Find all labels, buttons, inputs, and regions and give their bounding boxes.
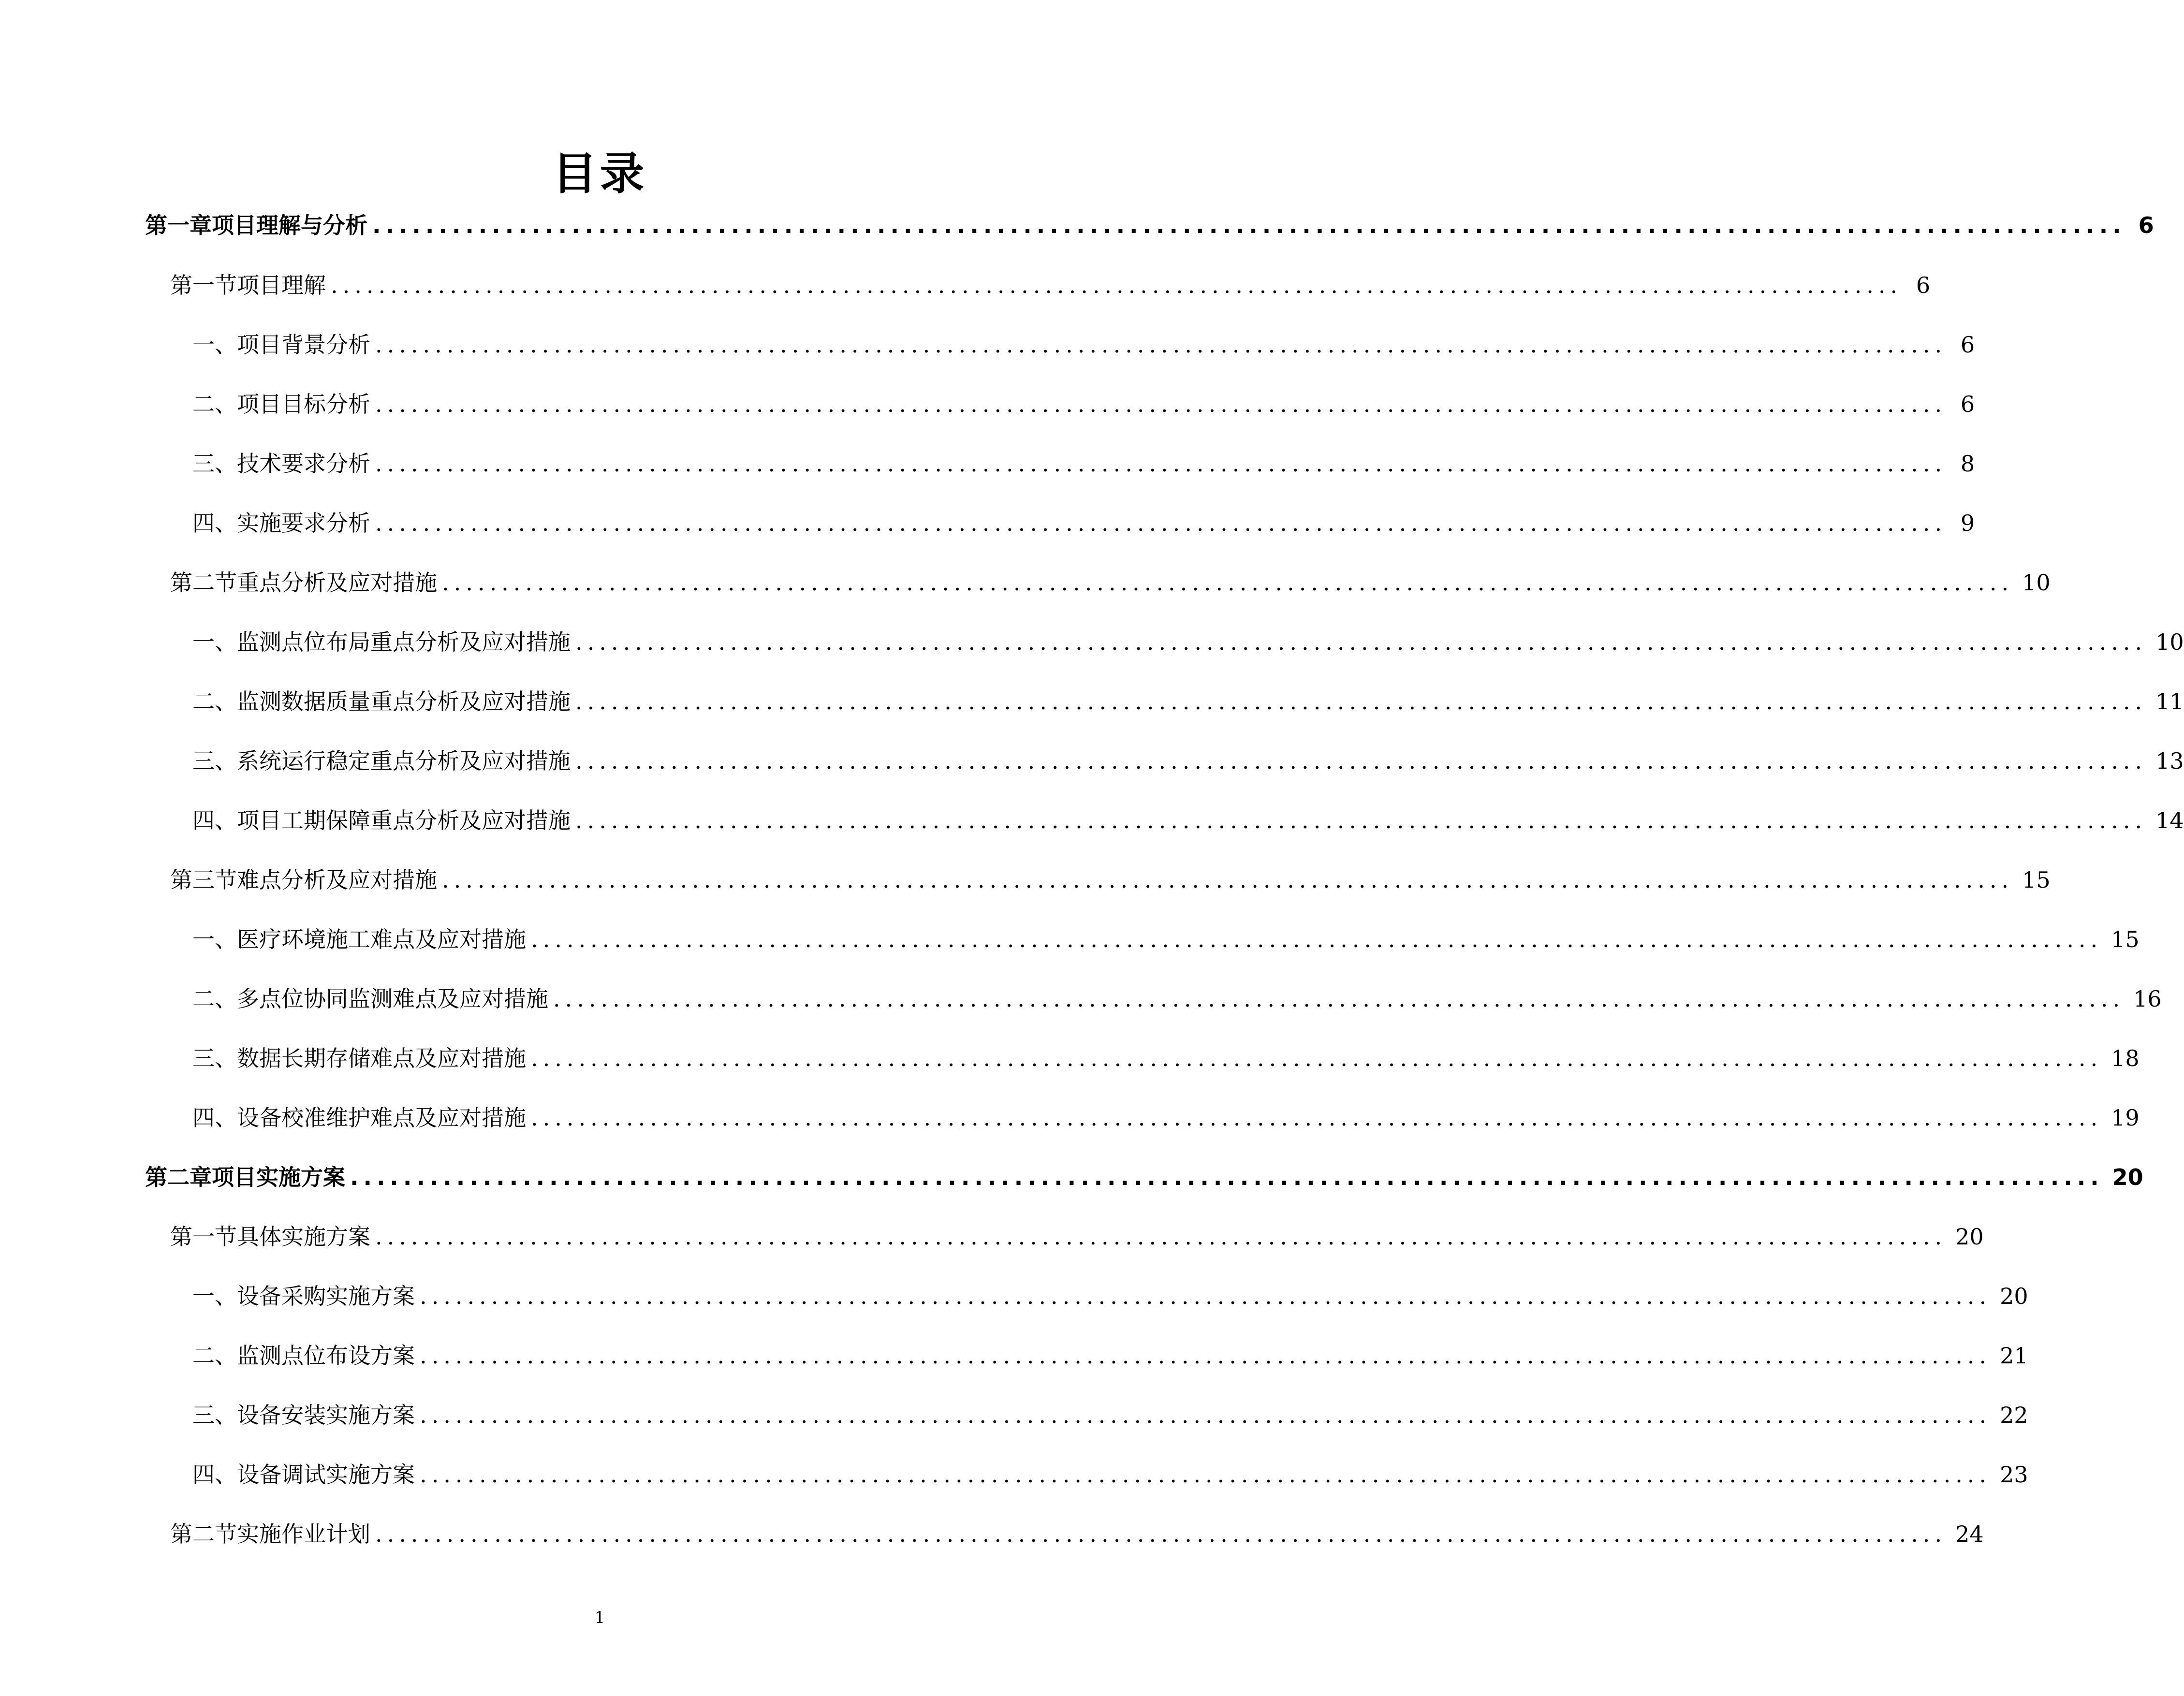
toc-number: 一、 bbox=[192, 332, 237, 358]
toc-leader: .................................................................................................................................... bbox=[531, 926, 2103, 952]
toc-label: 系统运行稳定重点分析及应对措施 bbox=[237, 748, 571, 774]
toc-page-number: 14 bbox=[2155, 807, 2184, 833]
toc-label: 项目理解 bbox=[237, 272, 326, 298]
toc-label: 难点分析及应对措施 bbox=[237, 867, 437, 893]
toc-leader: .................................................................................................................................... bbox=[331, 272, 1903, 298]
toc-leader: .................................................................................................................................... bbox=[575, 688, 2147, 715]
toc-number: 第三节 bbox=[170, 867, 237, 893]
toc-label: 医疗环境施工难点及应对措施 bbox=[237, 926, 526, 952]
toc-entry-item[interactable] bbox=[192, 320, 1975, 358]
toc-label: 监测点位布设方案 bbox=[237, 1343, 415, 1369]
toc-label: 项目工期保障重点分析及应对措施 bbox=[237, 807, 571, 833]
toc-leader: .................................................................................................................................... bbox=[375, 510, 1947, 536]
toc-label: 数据长期存储难点及应对措施 bbox=[237, 1045, 526, 1071]
toc-number: 三、 bbox=[192, 1402, 237, 1428]
toc-entry-section[interactable] bbox=[170, 1212, 1984, 1250]
toc-leader: .................................................................................................................................... bbox=[420, 1283, 1992, 1309]
toc-label: 设备安装实施方案 bbox=[237, 1402, 415, 1428]
toc-entry-section[interactable] bbox=[170, 557, 2051, 596]
toc-number: 一、 bbox=[192, 926, 237, 952]
toc-page-number: 24 bbox=[1955, 1521, 1984, 1547]
toc-page-number: 9 bbox=[1960, 510, 1975, 536]
toc-leader: .................................................................................................................................... bbox=[442, 570, 2014, 596]
toc-page-number: 22 bbox=[2000, 1402, 2028, 1428]
toc-entry-item[interactable] bbox=[192, 1033, 2140, 1072]
toc-leader: .................................................................................................................................... bbox=[375, 1521, 1947, 1547]
toc-page-number: 8 bbox=[1960, 451, 1975, 477]
toc-number: 四、 bbox=[192, 807, 237, 833]
toc-leader: .................................................................................................................................... bbox=[531, 1105, 2103, 1131]
toc-entry-chapter[interactable] bbox=[145, 200, 2154, 239]
toc-page-number: 15 bbox=[2111, 926, 2140, 952]
toc-page-number: 20 bbox=[1955, 1224, 1984, 1250]
toc-label: 项目实施方案 bbox=[212, 1164, 345, 1190]
toc-entry-item[interactable] bbox=[192, 795, 2184, 834]
toc-number: 二、 bbox=[192, 688, 237, 715]
toc-page-number: 6 bbox=[1916, 272, 1931, 298]
toc-leader: .................................................................................................................................... bbox=[575, 807, 2147, 833]
toc-leader: .................................................................................................................................... bbox=[575, 629, 2147, 655]
toc-page-number: 6 bbox=[1960, 391, 1975, 417]
toc-leader: .................................................................................................................................... bbox=[350, 1164, 2104, 1190]
toc-entry-section[interactable] bbox=[170, 260, 1931, 299]
toc-page-number: 11 bbox=[2155, 688, 2184, 715]
toc-page-number: 10 bbox=[2022, 570, 2051, 596]
toc-entry-item[interactable] bbox=[192, 1271, 2028, 1310]
toc-label: 项目理解与分析 bbox=[212, 212, 367, 238]
toc-entry-item[interactable] bbox=[192, 676, 2184, 715]
toc-number: 第二章 bbox=[145, 1164, 212, 1190]
toc-number: 二、 bbox=[192, 391, 237, 417]
toc-label: 实施要求分析 bbox=[237, 510, 370, 536]
toc-entry-item[interactable] bbox=[192, 439, 1975, 477]
toc-leader: .................................................................................................................................... bbox=[375, 391, 1947, 417]
page-footer-number: 1 bbox=[594, 1608, 605, 1627]
toc-number: 第一节 bbox=[170, 1224, 237, 1250]
toc-number: 四、 bbox=[192, 1105, 237, 1131]
toc-leader: .................................................................................................................................... bbox=[375, 451, 1947, 477]
toc-page-number: 13 bbox=[2155, 748, 2184, 774]
toc-entry-item[interactable] bbox=[192, 974, 2162, 1012]
toc-number: 二、 bbox=[192, 1343, 237, 1369]
toc-page-number: 15 bbox=[2022, 867, 2051, 893]
toc-page-number: 10 bbox=[2155, 629, 2184, 655]
toc-page-number: 21 bbox=[2000, 1343, 2028, 1369]
toc-entry-item[interactable] bbox=[192, 379, 1975, 418]
toc-page-number: 20 bbox=[2000, 1283, 2028, 1309]
toc-entry-item[interactable] bbox=[192, 914, 2140, 953]
toc-leader: .................................................................................................................................... bbox=[420, 1462, 1992, 1488]
toc-number: 一、 bbox=[192, 629, 237, 655]
toc-entry-item[interactable] bbox=[192, 736, 2184, 775]
toc-page-number: 16 bbox=[2133, 986, 2162, 1012]
toc-number: 二、 bbox=[192, 986, 237, 1012]
toc-entry-item[interactable] bbox=[192, 1093, 2140, 1131]
toc-page-number: 18 bbox=[2111, 1045, 2140, 1071]
toc-number: 第二节 bbox=[170, 1521, 237, 1547]
toc-number: 一、 bbox=[192, 1283, 237, 1309]
toc-entry-item[interactable] bbox=[192, 617, 2184, 656]
toc-entry-section[interactable] bbox=[170, 1509, 1984, 1548]
toc-leader: .................................................................................................................................... bbox=[531, 1045, 2103, 1071]
toc-entry-item[interactable] bbox=[192, 1449, 2028, 1488]
toc-label: 多点位协同监测难点及应对措施 bbox=[237, 986, 548, 1012]
toc-label: 设备采购实施方案 bbox=[237, 1283, 415, 1309]
toc-number: 第一节 bbox=[170, 272, 237, 298]
toc-page-number: 23 bbox=[2000, 1462, 2028, 1488]
toc-leader: .................................................................................................................................... bbox=[553, 986, 2125, 1012]
toc-label: 技术要求分析 bbox=[237, 451, 370, 477]
toc-label: 具体实施方案 bbox=[237, 1224, 370, 1250]
toc-entry-item[interactable] bbox=[192, 1330, 2028, 1369]
toc-label: 监测数据质量重点分析及应对措施 bbox=[237, 688, 571, 715]
toc-number: 四、 bbox=[192, 510, 237, 536]
toc-label: 项目目标分析 bbox=[237, 391, 370, 417]
toc-leader: .................................................................................................................................... bbox=[375, 332, 1947, 358]
toc-page-number: 20 bbox=[2112, 1164, 2143, 1190]
toc-number: 三、 bbox=[192, 1045, 237, 1071]
toc-leader: .................................................................................................................................... bbox=[420, 1343, 1992, 1369]
toc-leader: .................................................................................................................................... bbox=[442, 867, 2014, 893]
toc-entry-item[interactable] bbox=[192, 1390, 2028, 1429]
toc-label: 实施作业计划 bbox=[237, 1521, 370, 1547]
toc-page-number: 6 bbox=[1960, 332, 1975, 358]
toc-page-number: 6 bbox=[2138, 212, 2154, 238]
toc-leader: .................................................................................................................................... bbox=[420, 1402, 1992, 1428]
toc-label: 设备校准维护难点及应对措施 bbox=[237, 1105, 526, 1131]
toc-number: 第一章 bbox=[145, 212, 212, 238]
toc-label: 重点分析及应对措施 bbox=[237, 570, 437, 596]
toc-entry-item[interactable] bbox=[192, 498, 1975, 537]
toc-page-number: 19 bbox=[2111, 1105, 2140, 1131]
toc-number: 三、 bbox=[192, 451, 237, 477]
toc-leader: .................................................................................................................................... bbox=[375, 1224, 1947, 1250]
toc-leader: .................................................................................................................................... bbox=[372, 212, 2126, 238]
toc-number: 三、 bbox=[192, 748, 237, 774]
toc-entry-chapter[interactable] bbox=[145, 1152, 2143, 1191]
toc-number: 第二节 bbox=[170, 570, 237, 596]
toc-label: 设备调试实施方案 bbox=[237, 1462, 415, 1488]
toc-number: 四、 bbox=[192, 1462, 237, 1488]
toc-label: 项目背景分析 bbox=[237, 332, 370, 358]
toc-label: 监测点位布局重点分析及应对措施 bbox=[237, 629, 571, 655]
page-title: 目录 bbox=[552, 148, 647, 200]
toc-leader: .................................................................................................................................... bbox=[575, 748, 2147, 774]
toc-entry-section[interactable] bbox=[170, 855, 2051, 893]
